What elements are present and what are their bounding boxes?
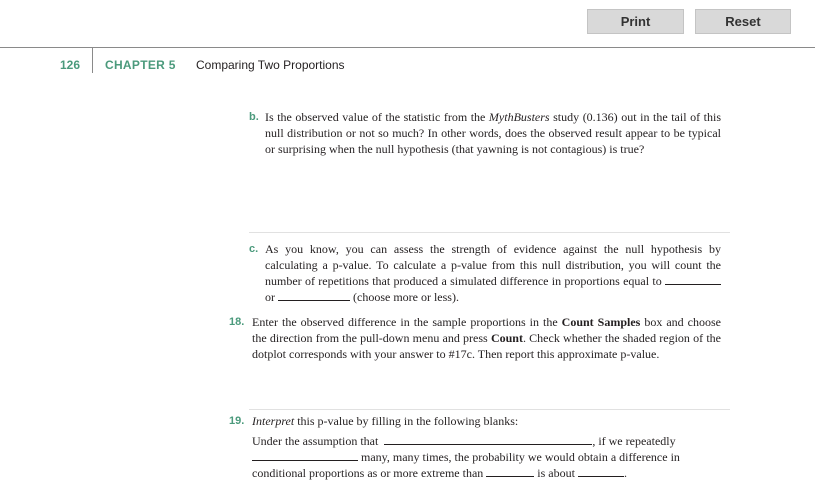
answer-blank[interactable] xyxy=(486,466,534,477)
item-19-fill-line: many, many times, the probability we would obtain a difference in xyxy=(252,449,721,465)
chapter-label: CHAPTER 5 xyxy=(105,58,176,72)
item-19-fill-line: conditional proportions as or more extreme than is about . xyxy=(252,466,627,480)
answer-blank[interactable] xyxy=(665,274,721,285)
print-button[interactable]: Print xyxy=(587,9,684,34)
item-c-label: c. xyxy=(249,243,259,255)
reset-button[interactable]: Reset xyxy=(695,9,791,34)
item-b-label: b. xyxy=(249,111,259,123)
answer-blank[interactable] xyxy=(578,466,624,477)
item-19-fill-line: Under the assumption that , if we repeatedly xyxy=(252,434,676,448)
page-number: 126 xyxy=(60,58,81,72)
answer-blank[interactable] xyxy=(384,434,592,445)
item-c-text: As you know, you can assess the strength of evidence against the null hypothesis by calculating a p-value. To calculate a p-value from this null distribution, you will count the number of repetitions that produced a simulated difference in proportions equal to or (choose more or less). xyxy=(265,242,721,304)
item-b-text: Is the observed value of the statistic from the MythBusters study (0.136) out in the tail of this null distribution or not so much? In other words, does the observed result appear to be typical or surprising when the null hypothesis (that yawning is not contagious) is true? xyxy=(265,110,721,156)
chapter-title: Comparing Two Proportions xyxy=(196,58,345,72)
section-divider xyxy=(249,232,730,233)
answer-blank[interactable] xyxy=(252,450,358,461)
header-rule xyxy=(0,47,815,48)
item-19-number: 19. xyxy=(229,415,245,427)
item-18-text: Enter the observed difference in the sample proportions in the Count Samples box and choose the direction from the pull-down menu and press Count. Check whether the shaded region of the dotplot corresponds with your answer to #17c. Then report this approximate p-value. xyxy=(252,315,722,361)
section-divider xyxy=(249,409,730,410)
item-19-prompt: Interpret this p-value by filling in the following blanks: xyxy=(252,414,519,428)
header-divider xyxy=(92,47,93,73)
item-18-number: 18. xyxy=(229,316,245,328)
answer-blank[interactable] xyxy=(278,290,350,301)
